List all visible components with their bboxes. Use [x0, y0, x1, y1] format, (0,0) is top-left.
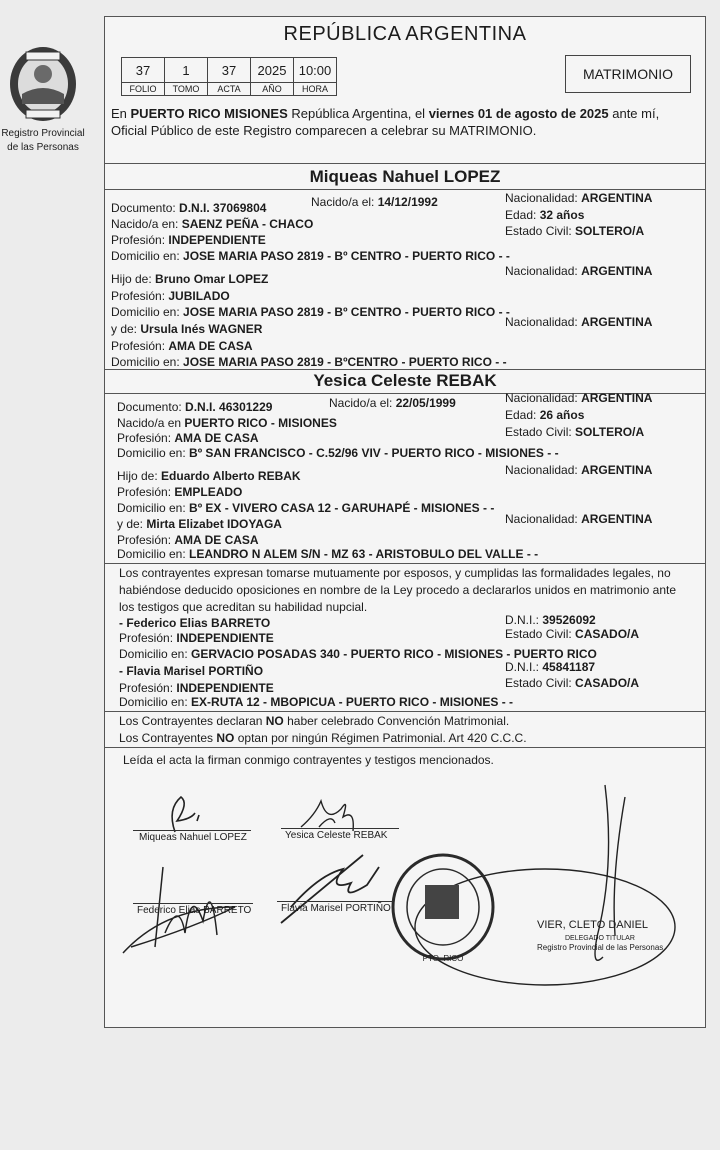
record-type-box: MATRIMONIO: [565, 55, 691, 93]
witness1-dni: D.N.I.: 39526092: [505, 613, 596, 627]
time-value: 10:00: [294, 58, 337, 83]
spouse2-document: Documento: D.N.I. 46301229: [117, 400, 273, 414]
signature-spouse1: [172, 797, 199, 832]
divider: [105, 747, 705, 748]
spouse2-birthplace: Nacido/a en PUERTO RICO - MISIONES: [117, 416, 337, 430]
witness2-dni: D.N.I.: 45841187: [505, 660, 596, 674]
spouse2-father-profession: Profesión: EMPLEADO: [117, 485, 243, 499]
spouse2-father-nationality: Nacionalidad: ARGENTINA: [505, 463, 653, 477]
spouse1-father-profession: Profesión: JUBILADO: [111, 289, 230, 303]
officer-office: Registro Provincial de las Personas: [537, 943, 664, 952]
signature-label-spouse2: Yesica Celeste REBAK: [285, 830, 388, 841]
spouse1-mother-nationality: Nacionalidad: ARGENTINA: [505, 315, 653, 329]
shield-logo-icon: [6, 44, 80, 126]
spouse1-born: Nacido/a el: 14/12/1992: [311, 195, 438, 209]
witness2-profession: Profesión: INDEPENDIENTE: [119, 681, 274, 695]
spouse2-age: Edad: 26 años: [505, 408, 585, 422]
folio-label: FOLIO: [122, 83, 165, 96]
intro-date: viernes 01 de agosto de 2025: [428, 106, 609, 121]
signature-label-spouse1: Miqueas Nahuel LOPEZ: [139, 832, 247, 843]
registry-line-2: de las Personas: [7, 142, 79, 153]
officer-role: DELEGADO TITULAR: [565, 935, 635, 942]
intro-paragraph: En PUERTO RICO MISIONES República Argentina, el viernes 01 de agosto de 2025 ante mí, Oficial Público de este Registro comparecen a celebrar su MATRIMONIO.: [111, 106, 660, 138]
spouse1-mother-profession: Profesión: AMA DE CASA: [111, 339, 253, 353]
spouse1-father: Hijo de: Bruno Omar LOPEZ: [111, 272, 269, 286]
spouse2-address: Domicilio en: Bº SAN FRANCISCO - C.52/96 VIV - PUERTO RICO - MISIONES - -: [117, 446, 559, 460]
tomo-value: 1: [165, 58, 208, 83]
spouse1-name: Miqueas Nahuel LOPEZ: [309, 167, 501, 186]
spouse1-address: Domicilio en: JOSE MARIA PASO 2819 - Bº CENTRO - PUERTO RICO - -: [111, 249, 510, 263]
spouse2-mother-nationality: Nacionalidad: ARGENTINA: [505, 512, 653, 526]
seal-bottom-text: PTO. RICO: [422, 954, 464, 963]
intro-place: PUERTO RICO MISIONES: [130, 106, 288, 121]
divider: [105, 163, 705, 164]
divider: [105, 369, 705, 370]
witness1-civil-status: Estado Civil: CASADO/A: [505, 627, 640, 641]
spouse2-mother: y de: Mirta Elizabet IDOYAGA: [117, 517, 282, 531]
acta-label: ACTA: [208, 83, 251, 96]
spouse2-mother-profession: Profesión: AMA DE CASA: [117, 533, 259, 547]
signature-line: [277, 901, 393, 902]
closing-statement: Leída el acta la firman conmigo contrayentes y testigos mencionados.: [123, 753, 494, 767]
signature-line: [133, 903, 253, 904]
spouse1-document: Documento: D.N.I. 37069804: [111, 201, 267, 215]
convention-line-2: Los Contrayentes NO optan por ningún Régimen Patrimonial. Art 420 C.C.C.: [119, 731, 527, 745]
spouse2-father: Hijo de: Eduardo Alberto REBAK: [117, 469, 301, 483]
page-title: REPÚBLICA ARGENTINA: [283, 23, 527, 45]
spouse1-birthplace: Nacido/a en: SAENZ PEÑA - CHACO: [111, 217, 314, 231]
declaration-paragraph: Los contrayentes expresan tomarse mutuamente por esposos, y cumplidas las formalidades legales, no habiéndose deducido oposiciones en nombre de la Ley procedo a declararlos unidos en matrimonio ante los testigos que acreditan su habilidad nupcial.: [119, 566, 677, 614]
year-label: AÑO: [251, 83, 294, 96]
signature-label-witness2: Flavia Marisel PORTIÑO: [281, 903, 391, 914]
spouse2-father-address: Domicilio en: Bº EX - VIVERO CASA 12 - GARUHAPÉ - MISIONES - -: [117, 501, 495, 515]
spouse1-father-nationality: Nacionalidad: ARGENTINA: [505, 264, 653, 278]
spouse2-name: Yesica Celeste REBAK: [313, 371, 497, 390]
spouse1-age: Edad: 32 años: [505, 208, 585, 222]
witness1-address: Domicilio en: GERVACIO POSADAS 340 - PUERTO RICO - MISIONES - PUERTO RICO: [119, 647, 597, 661]
provincial-emblem: [0, 44, 86, 154]
spouse1-father-address: Domicilio en: JOSE MARIA PASO 2819 - Bº CENTRO - PUERTO RICO - -: [111, 305, 510, 319]
intro-line-2: Oficial Público de este Registro comparecen a celebrar su MATRIMONIO.: [111, 123, 537, 138]
spouse1-profession: Profesión: INDEPENDIENTE: [111, 233, 266, 247]
witness1-name: - Federico Elias BARRETO: [119, 616, 271, 630]
witness2-address: Domicilio en: EX-RUTA 12 - MBOPICUA - PUERTO RICO - MISIONES - -: [119, 695, 514, 709]
spouse2-born: Nacido/a el: 22/05/1999: [329, 396, 456, 410]
signature-line: [281, 828, 399, 829]
convention-line-1: Los Contrayentes declaran NO haber celebrado Convención Matrimonial.: [119, 714, 510, 728]
witness2-civil-status: Estado Civil: CASADO/A: [505, 676, 640, 690]
record-numbers-table: [121, 57, 337, 96]
divider: [105, 711, 705, 712]
acta-value: 37: [208, 58, 251, 83]
registry-line-1: Registro Provincial: [1, 128, 85, 139]
witness1-profession: Profesión: INDEPENDIENTE: [119, 631, 274, 645]
signature-spouse2: [301, 801, 353, 831]
spouse2-profession: Profesión: AMA DE CASA: [117, 431, 259, 445]
folio-value: 37: [122, 58, 165, 83]
signature-label-witness1: Federico Elias BARRETO: [137, 905, 252, 916]
year-value: 2025: [251, 58, 294, 83]
officer-name: VIER, CLETO DANIEL: [537, 919, 649, 931]
time-label: HORA: [294, 83, 337, 96]
spouse2-nationality: Nacionalidad: ARGENTINA: [505, 391, 653, 405]
tomo-label: TOMO: [165, 83, 208, 96]
spouse1-mother: y de: Ursula Inés WAGNER: [111, 322, 263, 336]
signatures-drawing: [105, 757, 705, 1027]
witness2-name: - Flavia Marisel PORTIÑO: [119, 664, 264, 678]
signature-line: [133, 830, 251, 831]
spouse2-civil-status: Estado Civil: SOLTERO/A: [505, 425, 645, 439]
divider: [105, 563, 705, 564]
spouse2-mother-address: Domicilio en: LEANDRO N ALEM S/N - MZ 63 - ARISTOBULO DEL VALLE - -: [117, 547, 539, 561]
official-seal: [393, 855, 493, 963]
spouse1-mother-address: Domicilio en: JOSE MARIA PASO 2819 - BºCENTRO - PUERTO RICO - -: [111, 355, 507, 369]
spouse1-nationality: Nacionalidad: ARGENTINA: [505, 191, 653, 205]
certificate-sheet: [104, 16, 706, 1028]
divider: [105, 189, 705, 190]
spouse1-civil-status: Estado Civil: SOLTERO/A: [505, 224, 645, 238]
